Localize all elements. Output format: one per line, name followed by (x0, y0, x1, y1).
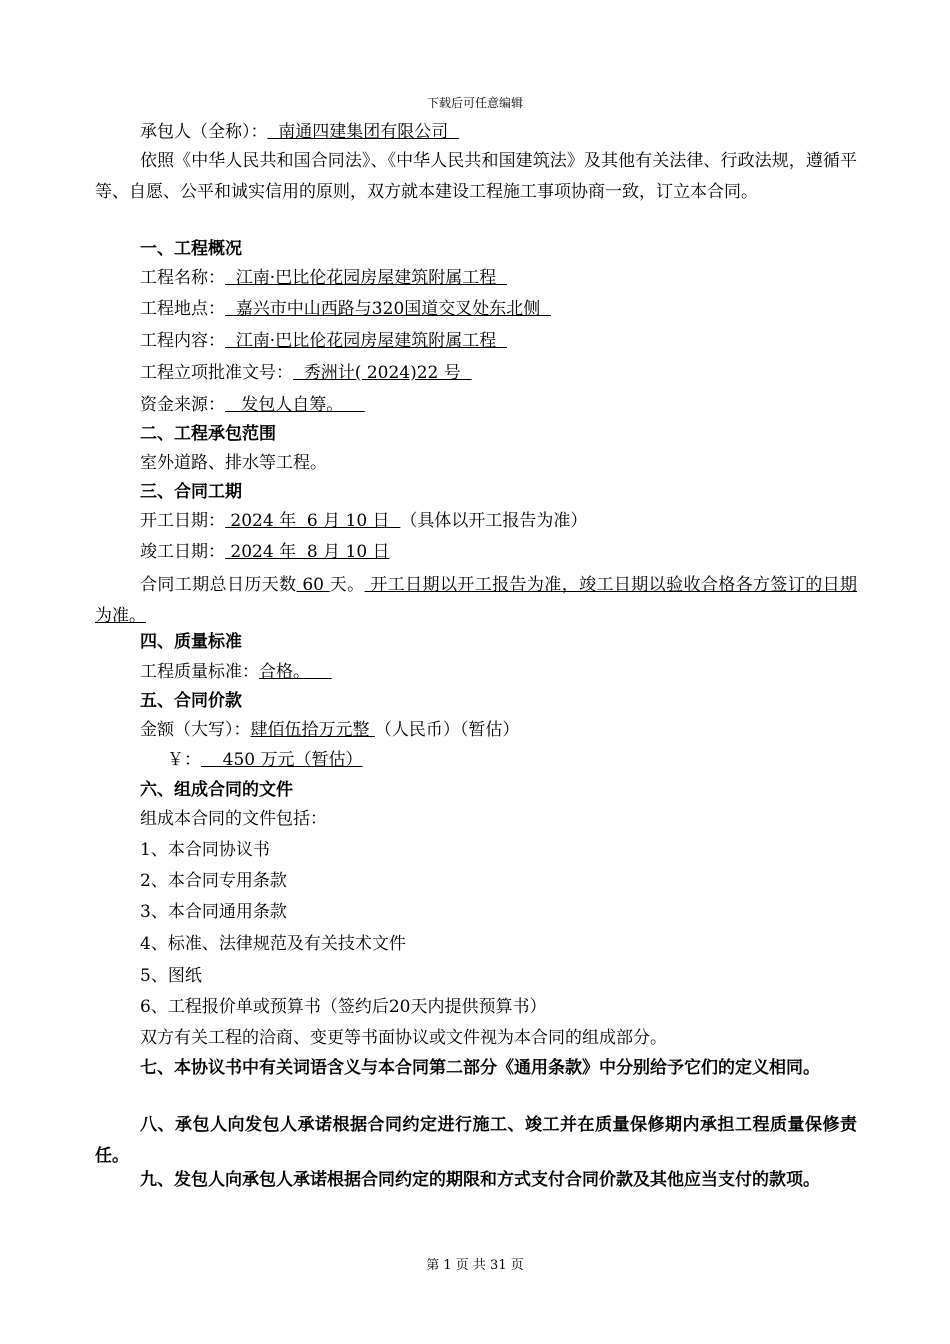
funding-source-line (140, 394, 365, 416)
yen-label: ￥： (140, 750, 202, 770)
end-date-line (140, 541, 390, 563)
approval-number-line (140, 362, 472, 384)
list-item: 6、工程报价单或预算书（签约后20天内提供预算书） (140, 997, 547, 1017)
contractor-line (140, 121, 459, 143)
start-date-value: 2024 年 6 月 10 日 (225, 511, 401, 531)
project-location-label: 工程地点： (140, 299, 225, 319)
end-date-value: 2024 年 8 月 10 日 (225, 542, 390, 562)
section-7-paragraph: 七、本协议书中有关词语含义与本合同第二部分《通用条款》中分别给予它们的定义相同。 (140, 1058, 820, 1078)
page-footer: 第 1 页 共 31 页 (426, 1258, 524, 1273)
list-item: 4、标准、法律规范及有关技术文件 (140, 934, 406, 954)
project-name-line (140, 267, 507, 289)
project-location-value: 嘉兴市中山西路与320国道交叉处东北侧 (225, 299, 552, 319)
end-date-label: 竣工日期： (140, 542, 225, 562)
list-item: 5、图纸 (140, 966, 202, 986)
preamble-paragraph: 依照《中华人民共和国合同法》、《中华人民共和国建筑法》及其他有关法律、行政法规，遵循平等、自愿、公平和诚实信用的原则，双方就本建设工程施工事项协商一致，订立本合同。 (95, 151, 857, 202)
section-8-paragraph: 八、承包人向发包人承诺根据合同约定进行施工、竣工并在质量保修期内承担工程质量保修责任。 (95, 1115, 857, 1166)
list-item: 1、本合同协议书 (140, 840, 270, 860)
duration-note: 开工日期以开工报告为准，竣工日期以验收合格各方签订的日期为准。 (95, 575, 858, 626)
quality-standard-label: 工程质量标准： (140, 662, 259, 682)
project-name-label: 工程名称： (140, 268, 225, 288)
list-item: 2、本合同专用条款 (140, 871, 287, 891)
documents-intro: 组成本合同的文件包括： (140, 809, 327, 829)
scope-text: 室外道路、排水等工程。 (140, 453, 327, 473)
start-date-label: 开工日期： (140, 511, 225, 531)
amount-line (140, 719, 519, 741)
section-9-paragraph: 九、发包人向承包人承诺根据合同约定的期限和方式支付合同价款及其他应当支付的款项。 (140, 1170, 820, 1190)
yen-value: 450 万元（暂估） (201, 750, 363, 770)
duration-unit: 天。 (329, 575, 365, 595)
duration-label: 合同工期总日历天数 (140, 575, 297, 595)
section-1-title: 一、工程概况 (140, 239, 242, 259)
yen-amount-line (140, 749, 363, 771)
funding-source-value: 发包人自筹。 (225, 395, 365, 415)
quality-standard-line (140, 661, 332, 683)
project-location-line (140, 298, 551, 320)
page-header: 下载后可任意编辑 (426, 96, 523, 110)
documents-outro: 双方有关工程的洽商、变更等书面协议或文件视为本合同的组成部分。 (140, 1028, 667, 1048)
project-content-line (140, 330, 507, 352)
contractor-value: 南通四建集团有限公司 (267, 122, 460, 142)
start-date-line (140, 510, 587, 532)
amount-label: 金额（大写）： (140, 720, 251, 740)
duration-value: 60 (296, 575, 330, 595)
section-6-title: 六、组成合同的文件 (140, 780, 293, 800)
project-content-label: 工程内容： (140, 331, 225, 351)
section-2-title: 二、工程承包范围 (140, 424, 276, 444)
approval-number-label: 工程立项批准文号： (140, 363, 293, 383)
project-name-value: 江南·巴比伦花园房屋建筑附属工程 (225, 268, 508, 288)
duration-paragraph (95, 570, 857, 632)
funding-source-label: 资金来源： (140, 395, 225, 415)
section-3-title: 三、合同工期 (140, 482, 242, 502)
contractor-label: 承包人（全称）： (140, 122, 268, 142)
quality-standard-value: 合格。 (259, 662, 332, 682)
section-4-title: 四、质量标准 (140, 632, 242, 652)
list-item: 3、本合同通用条款 (140, 902, 287, 922)
approval-number-value: 秀洲计( 2024)22 号 (293, 363, 472, 383)
start-date-note: （具体以开工报告为准） (400, 511, 588, 531)
amount-note: （人民币）（暂估） (374, 720, 520, 740)
project-content-value: 江南·巴比伦花园房屋建筑附属工程 (225, 331, 508, 351)
amount-value: 肆佰伍拾万元整 (250, 720, 375, 740)
section-5-title: 五、合同价款 (140, 691, 242, 711)
